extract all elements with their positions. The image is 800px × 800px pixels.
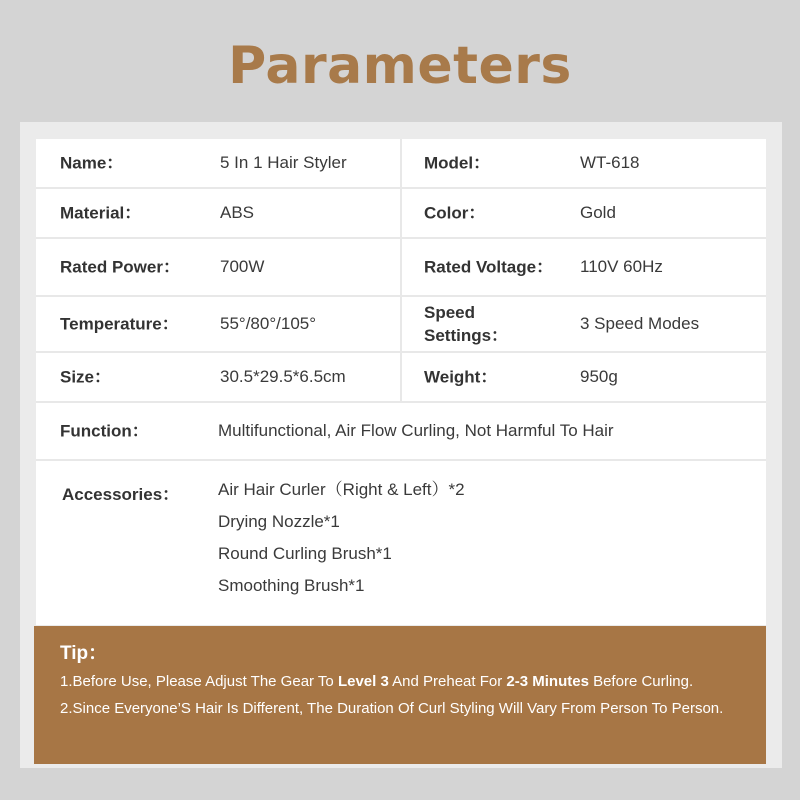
- table-row-name-model: [36, 139, 766, 189]
- cell-model: [400, 139, 766, 187]
- material-value: ABS: [220, 203, 255, 222]
- tip-line-1-level: Level 3: [337, 673, 389, 690]
- rated-voltage-label: Rated Voltage：: [424, 257, 554, 277]
- table-row-temperature-speed: [36, 297, 766, 353]
- rated-power-label: Rated Power：: [60, 257, 180, 277]
- size-value: 30.5*29.5*6.5cm: [220, 367, 346, 386]
- rated-power-value: 700W: [220, 257, 265, 276]
- tip-line-1-minutes: 2-3 Minutes: [506, 673, 589, 690]
- cell-weight: [400, 353, 766, 401]
- list-item: Air Hair Curler（Right & Left）*2: [218, 480, 465, 499]
- cell-speed-settings: [400, 297, 766, 351]
- tip-box: [34, 626, 766, 764]
- cell-material: [36, 189, 400, 237]
- speed-settings-label-line2: Settings：: [424, 326, 509, 345]
- color-label: Color：: [424, 203, 486, 223]
- material-label: Material：: [60, 203, 142, 223]
- name-label: Name：: [60, 153, 124, 173]
- size-label: Size：: [60, 367, 112, 387]
- speed-settings-label: [424, 301, 508, 347]
- list-item: Drying Nozzle*1: [218, 512, 340, 531]
- rated-voltage-value: 110V 60Hz: [580, 257, 663, 276]
- name-value: 5 In 1 Hair Styler: [220, 153, 347, 172]
- accessories-list: [218, 479, 465, 607]
- function-label: Function：: [60, 421, 149, 441]
- weight-label: Weight：: [424, 367, 498, 387]
- table-row-power-voltage: [36, 239, 766, 297]
- parameters-table: [36, 139, 766, 625]
- page-title: Parameters: [228, 36, 572, 96]
- list-item: Round Curling Brush*1: [218, 544, 392, 563]
- temperature-value: 55°/80°/105°: [220, 314, 317, 333]
- cell-color: [400, 189, 766, 237]
- tip-line-1: [60, 671, 740, 692]
- model-value: WT-618: [580, 153, 640, 172]
- cell-temperature: [36, 297, 400, 351]
- table-row-size-weight: [36, 353, 766, 403]
- model-label: Model：: [424, 153, 491, 173]
- list-item: Smoothing Brush*1: [218, 576, 365, 595]
- weight-value: 950g: [580, 367, 618, 386]
- function-value: Multifunctional, Air Flow Curling, Not Harmful To Hair: [218, 421, 614, 440]
- accessories-label: Accessories：: [62, 485, 180, 504]
- temperature-label: Temperature：: [60, 314, 179, 334]
- tip-line-1-text-e: Before Curling.: [588, 673, 694, 690]
- speed-settings-label-line1: Speed: [424, 303, 476, 322]
- cell-rated-voltage: [400, 239, 766, 295]
- table-row-function: [36, 403, 766, 461]
- speed-settings-value: 3 Speed Modes: [580, 314, 700, 333]
- cell-rated-power: [36, 239, 400, 295]
- table-row-material-color: [36, 189, 766, 239]
- cell-name: [36, 139, 400, 187]
- tip-line-2: 2.Since Everyone’S Hair Is Different, The Duration Of Curl Styling Will Vary From Person To Person.: [60, 700, 724, 717]
- tip-line-1-text-a: 1.Before Use, Please Adjust The Gear To: [60, 673, 338, 690]
- table-row-accessories: [36, 461, 766, 625]
- tip-line-1-text-c: And Preheat For: [388, 673, 507, 690]
- tip-title: Tip：: [60, 643, 108, 664]
- color-value: Gold: [580, 203, 616, 222]
- cell-size: [36, 353, 400, 401]
